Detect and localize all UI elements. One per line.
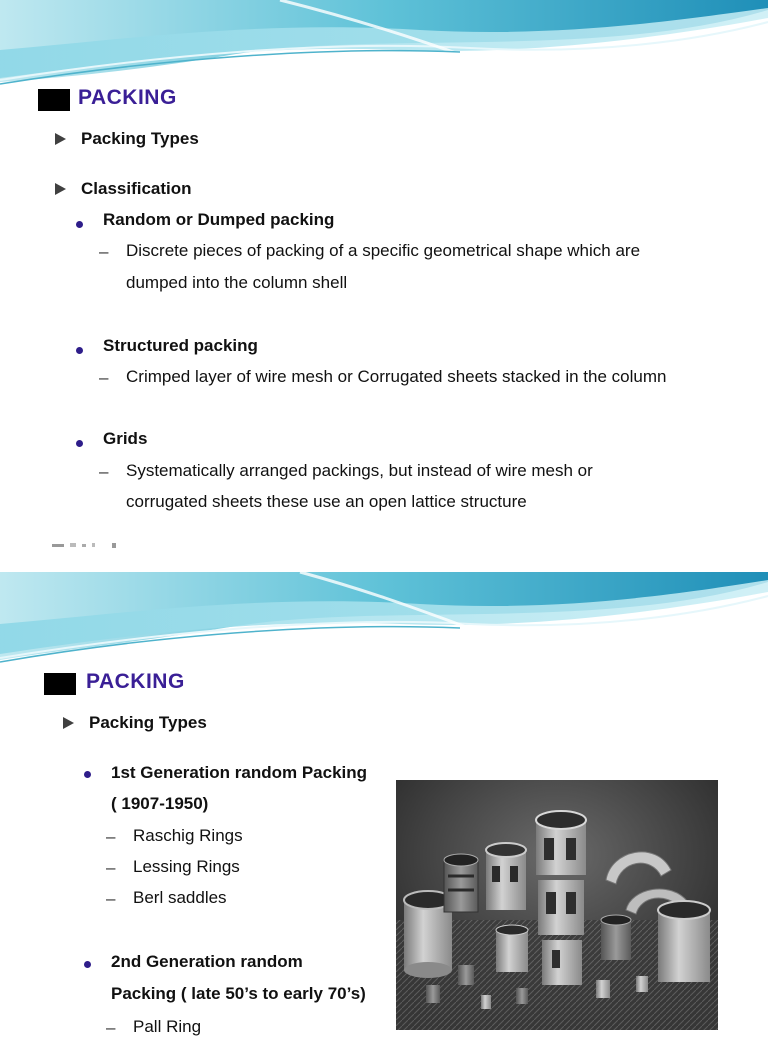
wave-banner (0, 0, 768, 95)
dash-bullet-icon: – (99, 462, 109, 481)
triangle-bullet-icon (63, 717, 74, 729)
grids-line-1: Systematically arranged packings, but instead of wire mesh or (126, 461, 593, 480)
round-bullet-icon (76, 221, 83, 228)
gen1-item: Raschig Rings (133, 826, 243, 845)
gen1-heading-line-2: ( 1907-1950) (111, 794, 209, 813)
gen1-item: Lessing Rings (133, 857, 240, 876)
packing-rings-photo (396, 780, 718, 1030)
title-marker (44, 673, 76, 695)
title-marker (38, 89, 70, 111)
dash-bullet-icon: – (99, 368, 109, 387)
dash-bullet-icon: – (106, 858, 116, 877)
slide-gap (0, 560, 768, 572)
random-packing-line-1: Discrete pieces of packing of a specific geometrical shape which are (126, 241, 641, 260)
structured-packing-line-1: Crimped layer of wire mesh or Corrugated sheets stacked in the column (126, 367, 667, 386)
page-title: PACKING (86, 670, 185, 693)
gen1-item: Berl saddles (133, 888, 227, 907)
dash-bullet-icon: – (106, 827, 116, 846)
dash-bullet-icon: – (106, 1018, 116, 1037)
packing-types-label: Packing Types (81, 129, 199, 148)
gen2-heading-line-1: 2nd Generation random (111, 952, 303, 971)
round-bullet-icon (84, 961, 91, 968)
dash-bullet-icon: – (106, 889, 116, 908)
slide-2 (0, 572, 768, 1037)
bullet-packing-types (55, 129, 199, 149)
random-packing-line-2: dumped into the column shell (126, 273, 348, 292)
round-bullet-icon (84, 771, 91, 778)
round-bullet-icon (76, 347, 83, 354)
structured-packing-heading: Structured packing (103, 336, 258, 355)
triangle-bullet-icon (55, 183, 66, 195)
grids-heading: Grids (103, 429, 148, 448)
random-packing-heading: Random or Dumped packing (103, 210, 335, 229)
bullet-packing-types (63, 713, 207, 733)
cropped-text-fragment (52, 541, 132, 549)
grids-line-2: corrugated sheets these use an open lattice structure (126, 492, 527, 511)
page-title: PACKING (78, 86, 177, 109)
classification-label: Classification (81, 179, 192, 198)
gen2-heading-line-2: Packing ( late 50’s to early 70’s) (111, 984, 366, 1003)
dash-bullet-icon: – (99, 242, 109, 261)
round-bullet-icon (76, 440, 83, 447)
bullet-classification (55, 179, 192, 199)
packing-types-label: Packing Types (89, 713, 207, 732)
gen1-heading-line-1: 1st Generation random Packing (111, 763, 368, 782)
gen2-item: Pall Ring (133, 1017, 202, 1036)
wave-banner (0, 572, 768, 667)
triangle-bullet-icon (55, 133, 66, 145)
